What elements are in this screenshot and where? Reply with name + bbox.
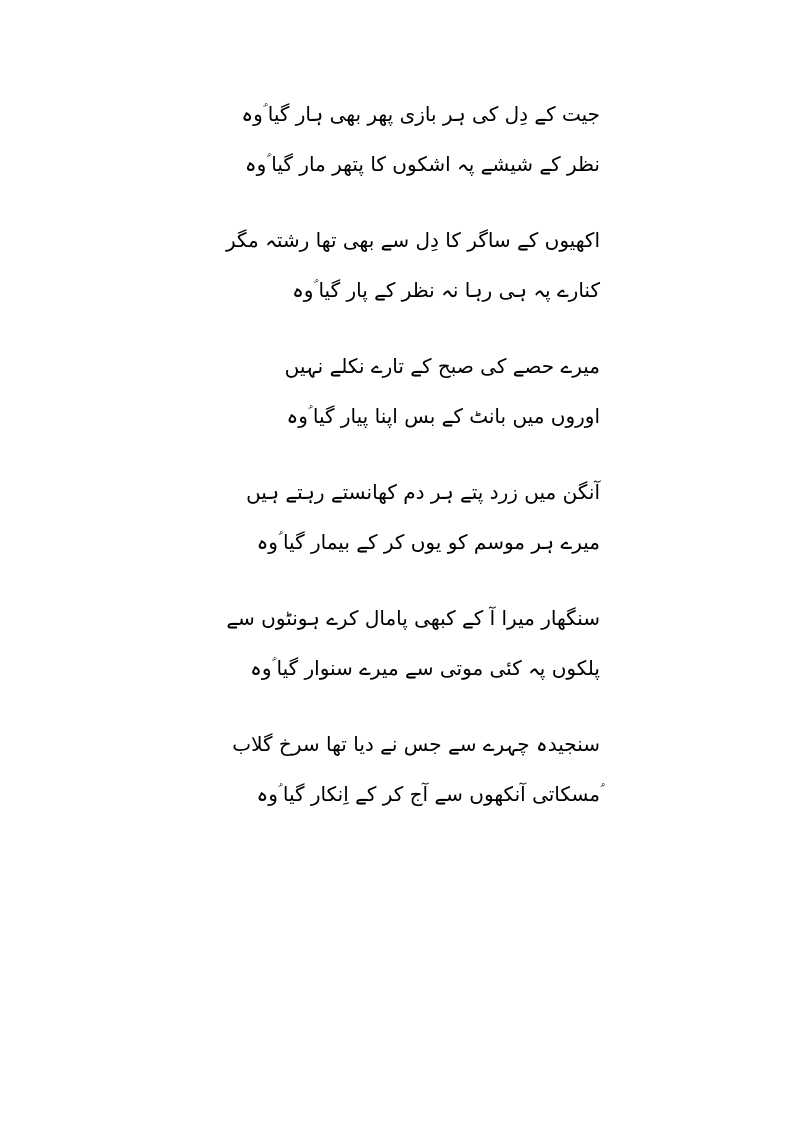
stanza-3 bbox=[180, 352, 600, 430]
verse-line: آنگن میں زرد پتے ہر دم کھانستے رہتے ہیں bbox=[246, 480, 600, 504]
verse-line: میرے حصے کی صبح کے تارے نکلے نہیں bbox=[284, 354, 600, 378]
urdu-poem bbox=[180, 100, 600, 856]
verse-line: اکھیوں کے ساگر کا دِل سے بھی تھا رشتہ مگر bbox=[225, 228, 600, 252]
verse-line: جیت کے دِل کی ہر بازی پھر بھی ہار گیا ؑوہ bbox=[241, 102, 600, 126]
stanza-5 bbox=[180, 604, 600, 682]
stanza-2 bbox=[180, 226, 600, 304]
verse-line: اوروں میں بانٹ کے بس اپنا پیار گیا ؑوہ bbox=[286, 404, 600, 428]
verse-line: میرے ہر موسم کو یوں کر کے بیمار گیا ؑوہ bbox=[256, 530, 600, 554]
verse-line: ؑمسکاتی آنکھوں سے آج کر کے اِنکار گیا ؑوہ bbox=[256, 782, 600, 806]
verse-line: سنگھار میرا آ کے کبھی پامال کرے ہونٹوں سے bbox=[226, 606, 600, 630]
verse-line: نظر کے شیشے پہ اشکوں کا پتھر مار گیا ؑوہ bbox=[244, 152, 600, 176]
verse-line: سنجیدہ چہرے سے جس نے دیا تھا سرخ گلاب bbox=[232, 732, 600, 756]
stanza-4 bbox=[180, 478, 600, 556]
verse-line: کنارے پہ ہی رہا نہ نظر کے پار گیا ؑوہ bbox=[292, 278, 600, 302]
stanza-6 bbox=[180, 730, 600, 808]
verse-line: پلکوں پہ کئی موتی سے میرے سنوار گیا ؑوہ bbox=[250, 656, 600, 680]
stanza-1 bbox=[180, 100, 600, 178]
